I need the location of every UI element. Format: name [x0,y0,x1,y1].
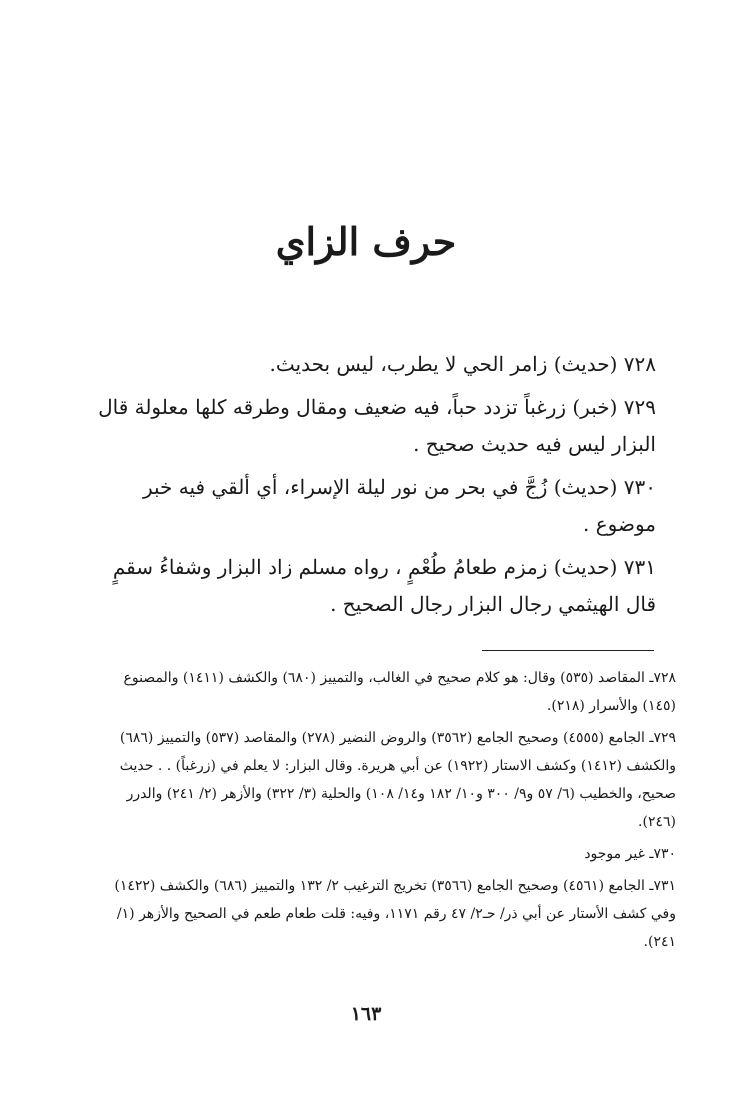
hadith-entry-731: ٧٣١ (حديث) زمزم طعامُ طُعْمٍ ، رواه مسلم زاد البزار وشفاءُ سقمٍ قال الهيثمي رجال البزار رجال الصحيح . [112,555,656,616]
chapter-title: حرف الزاي [275,219,457,264]
page-number: ١٦٣ [350,1003,382,1025]
hadith-entries [98,346,656,629]
hadith-entry-730: ٧٣٠ (حديث) زُجَّ في بحر من نور ليلة الإسراء، أي ألقي فيه خبر موضوع . [142,475,656,536]
footnote-728: ٧٢٨ـ المقاصد (٥٣٥) وقال: هو كلام صحيح في الغالب، والتمييز (٦٨٠) والكشف (١٤١١) والمصنوع (١٤٥) والأسرار (٢١٨). [123,670,676,714]
footnotes [98,664,676,960]
footnote-separator [482,650,654,651]
hadith-entry-729: ٧٢٩ (خبر) زرغباً تزدد حباً، فيه ضعيف ومقال وطرقه كلها معلولة قال البزار ليس فيه حديث صحيح . [98,395,656,456]
footnote-730: ٧٣٠ـ غير موجود [584,846,676,862]
hadith-entry-728: ٧٢٨ (حديث) زامر الحي لا يطرب، ليس بحديث. [269,352,656,376]
footnote-729: ٧٢٩ـ الجامع (٤٥٥٥) وصحيح الجامع (٣٥٦٢) والروض النضير (٢٧٨) والمقاصد (٥٣٧) والتمييز (٦٨٦) والكشف (١٤١٢) وكشف الاستار (١٩٢٢) عن أبي هريرة. وقال البزار: لا يعلم في (زرغباً) . . حديث صحيح، والخطيب (٦/ ٥٧ و٩/ ٣٠٠ و١٠/ ١٨٢ و١٤/ ١٠٨) والحلية (٣/ ٣٢٢) والأزهر (٢/ ٢٤١) والدرر (٢٤٦). [119,730,676,830]
footnote-731: ٧٣١ـ الجامع (٤٥٦١) وصحيح الجامع (٣٥٦٦) تخريج الترغيب ٢/ ١٣٢ والتمييز (٦٨٦) والكشف (١٤٢٢) وفي كشف الأستار عن أبي ذر/ حـ٢/ ٤٧ رقم ١١٧١، وفيه: قلت طعام طعم في الصحيح والأزهر (١/ ٢٤١). [114,878,676,950]
